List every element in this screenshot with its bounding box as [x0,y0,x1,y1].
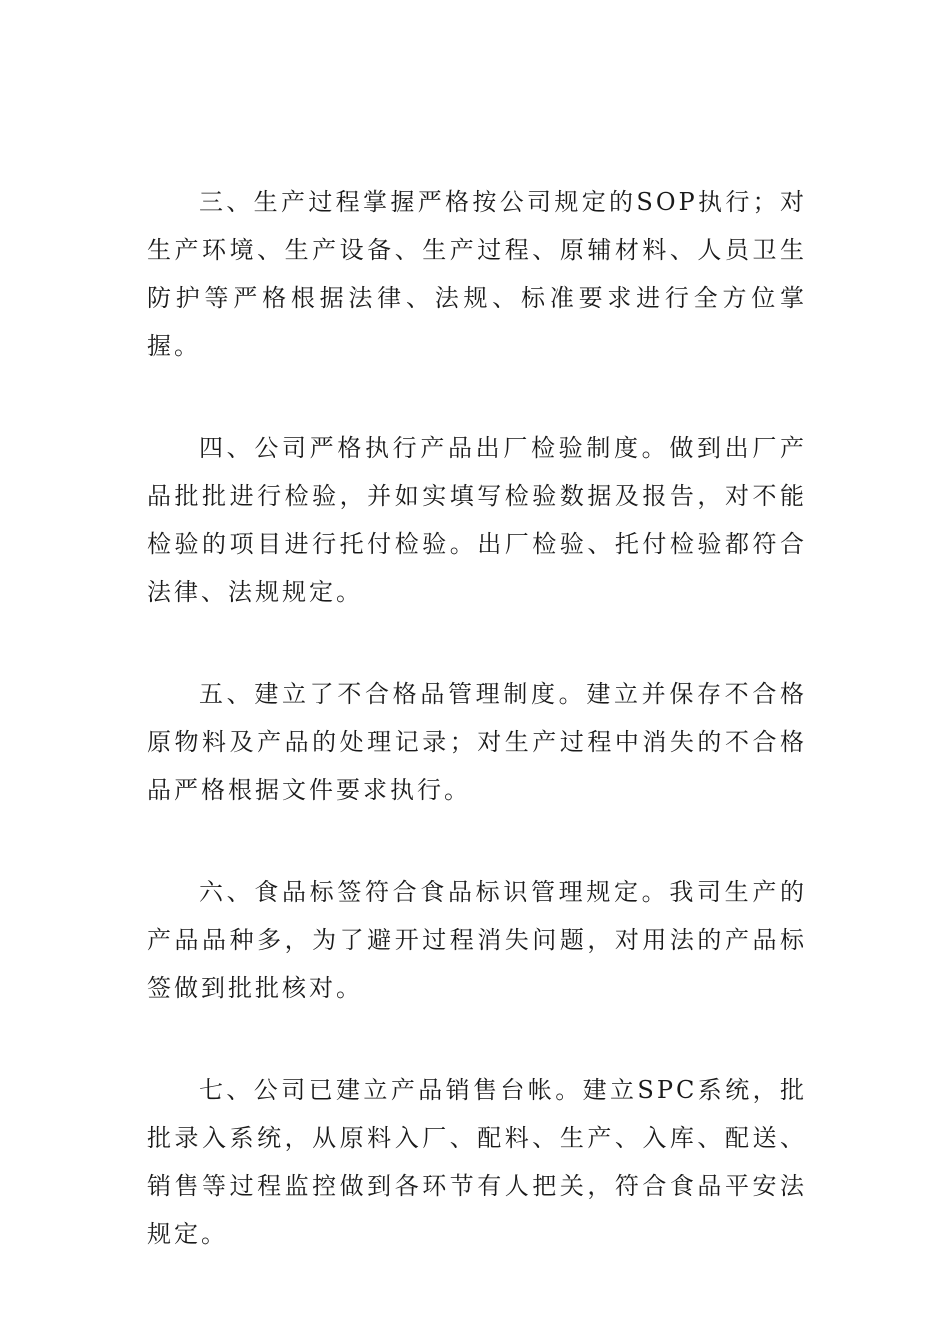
paragraph-six: 六、食品标签符合食品标识管理规定。我司生产的产品品种多，为了避开过程消失问题，对用法的产品标签做到批批核对。 [147,878,807,1002]
document-body [147,178,807,1258]
paragraph-three: 三、生产过程掌握严格按公司规定的SOP执行；对生产环境、生产设备、生产过程、原辅材料、人员卫生防护等严格根据法律、法规、标准要求进行全方位掌握。 [147,188,807,360]
paragraph-seven: 七、公司已建立产品销售台帐。建立SPC系统，批批录入系统，从原料入厂、配料、生产、入库、配送、销售等过程监控做到各环节有人把关，符合食品平安法规定。 [147,1076,807,1248]
paragraph-five: 五、建立了不合格品管理制度。建立并保存不合格原物料及产品的处理记录；对生产过程中消失的不合格品严格根据文件要求执行。 [147,680,807,804]
paragraph-four: 四、公司严格执行产品出厂检验制度。做到出厂产品批批进行检验，并如实填写检验数据及报告，对不能检验的项目进行托付检验。出厂检验、托付检验都符合法律、法规规定。 [147,434,807,606]
